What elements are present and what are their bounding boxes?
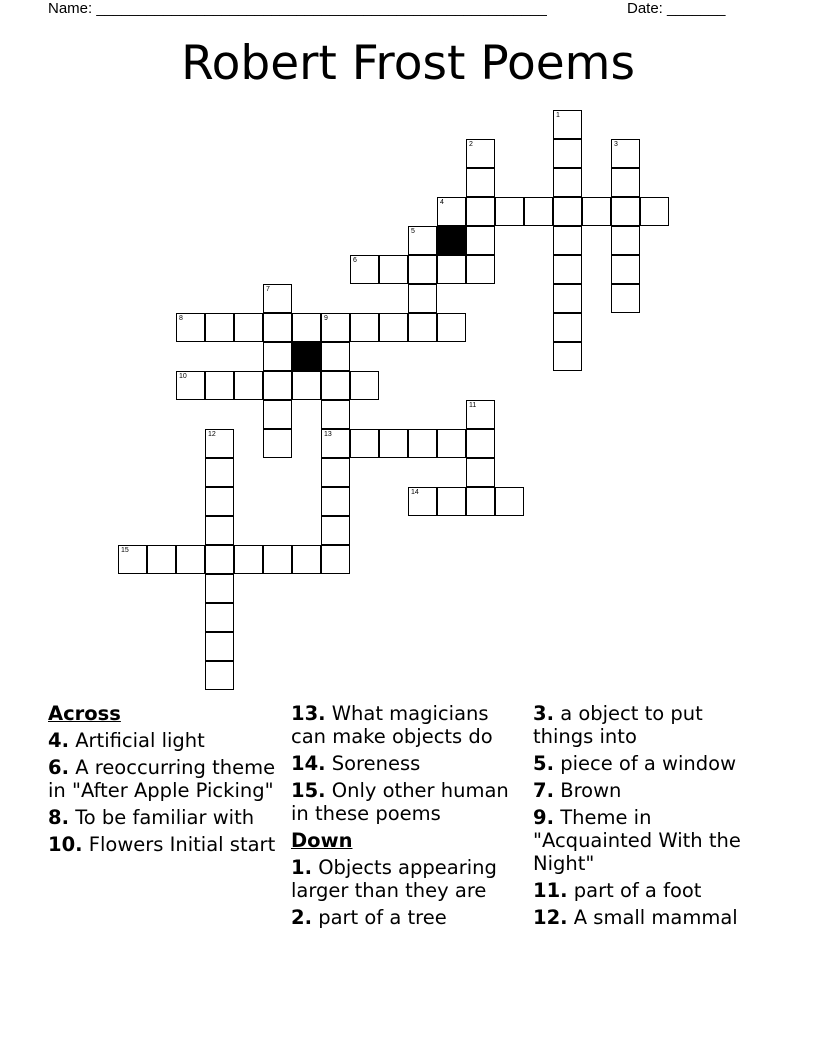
grid-cell[interactable]: [553, 226, 582, 255]
grid-cell[interactable]: [611, 226, 640, 255]
grid-cell[interactable]: [611, 139, 640, 168]
grid-cell[interactable]: [466, 139, 495, 168]
clue-text: part of a foot: [573, 879, 702, 902]
grid-cell[interactable]: [205, 313, 234, 342]
grid-cell[interactable]: [466, 458, 495, 487]
clue-down-11: [533, 879, 769, 902]
clue-text: Only other human in these poems: [291, 779, 509, 825]
clue-number-label: 11: [469, 402, 477, 409]
clue-number-label: 15: [121, 547, 129, 554]
grid-cell[interactable]: [263, 342, 292, 371]
clue-number-label: 2: [469, 141, 473, 148]
grid-cell[interactable]: [553, 255, 582, 284]
grid-cell[interactable]: [466, 197, 495, 226]
grid-cell[interactable]: [205, 458, 234, 487]
grid-cell[interactable]: [321, 545, 350, 574]
clue-number-label: 14: [411, 489, 419, 496]
clue-number-label: 5: [411, 228, 415, 235]
clue-across-14: [291, 752, 527, 775]
grid-cell[interactable]: [495, 197, 524, 226]
clue-number: 5.: [533, 752, 554, 775]
grid-cell[interactable]: [611, 197, 640, 226]
clue-number-label: 12: [208, 431, 216, 438]
grid-cell[interactable]: [321, 400, 350, 429]
grid-cell[interactable]: [611, 284, 640, 313]
clue-text: What magicians can make objects do: [291, 702, 493, 748]
clue-across-15: [291, 779, 527, 825]
clue-across-13: [291, 702, 527, 748]
clue-text: Brown: [560, 779, 622, 802]
grid-cell[interactable]: [205, 545, 234, 574]
grid-cell[interactable]: [263, 371, 292, 400]
clue-number: 4.: [48, 729, 69, 752]
grid-cell[interactable]: [147, 545, 176, 574]
grid-cell[interactable]: [553, 197, 582, 226]
grid-cell[interactable]: [263, 429, 292, 458]
clue-number-label: 7: [266, 286, 270, 293]
grid-cell[interactable]: [466, 255, 495, 284]
grid-cell[interactable]: [553, 110, 582, 139]
grid-cell[interactable]: [205, 574, 234, 603]
clue-number-label: 8: [179, 315, 183, 322]
grid-cell[interactable]: [466, 429, 495, 458]
grid-cell[interactable]: [205, 603, 234, 632]
clue-text: Theme in "Acquainted With the Night": [533, 806, 741, 875]
clues-column-1: [48, 702, 284, 860]
grid-cell[interactable]: [321, 313, 350, 342]
grid-cell[interactable]: [466, 400, 495, 429]
clue-text: piece of a window: [560, 752, 737, 775]
grid-cell[interactable]: [176, 545, 205, 574]
grid-cell[interactable]: [437, 429, 466, 458]
clue-text: A small mammal: [573, 906, 738, 929]
grid-cell[interactable]: [263, 545, 292, 574]
grid-cell[interactable]: [176, 313, 205, 342]
clue-text: part of a tree: [318, 906, 447, 929]
grid-cell[interactable]: [437, 313, 466, 342]
clues-column-2: [291, 702, 527, 933]
grid-cell[interactable]: [524, 197, 553, 226]
grid-black-cell: [292, 342, 321, 371]
clue-number-label: 3: [614, 141, 618, 148]
clue-text: Artificial light: [75, 729, 205, 752]
grid-cell[interactable]: [553, 168, 582, 197]
clue-number: 9.: [533, 806, 554, 829]
clue-number: 6.: [48, 756, 69, 779]
clue-text: a object to put things into: [533, 702, 703, 748]
grid-cell[interactable]: [408, 487, 437, 516]
clue-number: 13.: [291, 702, 326, 725]
grid-cell[interactable]: [321, 516, 350, 545]
grid-cell[interactable]: [553, 284, 582, 313]
grid-cell[interactable]: [321, 371, 350, 400]
grid-cell[interactable]: [321, 429, 350, 458]
page-title: Robert Frost Poems: [181, 36, 635, 91]
clue-across-4: [48, 729, 284, 752]
grid-cell[interactable]: [350, 313, 379, 342]
clue-down-5: [533, 752, 769, 775]
clue-number-label: 9: [324, 315, 328, 322]
grid-cell[interactable]: [553, 139, 582, 168]
grid-cell[interactable]: [292, 313, 321, 342]
date-field-label: Date: _______: [627, 0, 726, 17]
down-heading: Down: [291, 829, 353, 852]
clue-text: A reoccurring theme in "After Apple Picking": [48, 756, 276, 802]
grid-cell[interactable]: [205, 661, 234, 690]
clue-text: Objects appearing larger than they are: [291, 856, 497, 902]
grid-cell[interactable]: [408, 313, 437, 342]
grid-cell[interactable]: [611, 168, 640, 197]
clue-down-3: [533, 702, 769, 748]
grid-cell[interactable]: [205, 429, 234, 458]
clue-down-7: [533, 779, 769, 802]
grid-cell[interactable]: [176, 371, 205, 400]
grid-cell[interactable]: [408, 255, 437, 284]
grid-cell[interactable]: [205, 516, 234, 545]
clue-across-8: [48, 806, 284, 829]
grid-cell[interactable]: [292, 371, 321, 400]
grid-cell[interactable]: [350, 371, 379, 400]
grid-cell[interactable]: [263, 400, 292, 429]
clue-number: 15.: [291, 779, 326, 802]
clue-across-10: [48, 833, 284, 856]
grid-cell[interactable]: [437, 197, 466, 226]
clue-number-label: 1: [556, 112, 560, 119]
grid-cell[interactable]: [437, 255, 466, 284]
clues-column-3: [533, 702, 769, 933]
grid-cell[interactable]: [205, 632, 234, 661]
clue-number-label: 4: [440, 199, 444, 206]
grid-cell[interactable]: [205, 487, 234, 516]
grid-cell[interactable]: [582, 197, 611, 226]
clue-number: 3.: [533, 702, 554, 725]
grid-cell[interactable]: [118, 545, 147, 574]
clue-number: 12.: [533, 906, 568, 929]
grid-cell[interactable]: [408, 226, 437, 255]
grid-cell[interactable]: [263, 284, 292, 313]
grid-cell[interactable]: [466, 226, 495, 255]
clue-number: 2.: [291, 906, 312, 929]
clue-down-1: [291, 856, 527, 902]
clue-text: Flowers Initial start: [88, 833, 276, 856]
name-field-label: Name: ______________________________________________________: [48, 0, 547, 17]
grid-cell[interactable]: [437, 487, 466, 516]
grid-cell[interactable]: [495, 487, 524, 516]
grid-cell[interactable]: [350, 429, 379, 458]
clue-number: 1.: [291, 856, 312, 879]
grid-cell[interactable]: [408, 284, 437, 313]
grid-cell[interactable]: [466, 487, 495, 516]
clue-down-12: [533, 906, 769, 929]
grid-cell[interactable]: [205, 371, 234, 400]
grid-cell[interactable]: [321, 458, 350, 487]
clue-number: 11.: [533, 879, 568, 902]
clue-text: To be familiar with: [75, 806, 255, 829]
grid-cell[interactable]: [611, 255, 640, 284]
grid-cell[interactable]: [553, 342, 582, 371]
clue-number: 10.: [48, 833, 83, 856]
clue-number: 14.: [291, 752, 326, 775]
clue-across-6: [48, 756, 284, 802]
grid-cell[interactable]: [234, 371, 263, 400]
grid-cell[interactable]: [379, 313, 408, 342]
clue-number: 8.: [48, 806, 69, 829]
grid-cell[interactable]: [234, 545, 263, 574]
grid-cell[interactable]: [379, 429, 408, 458]
grid-cell[interactable]: [379, 255, 408, 284]
grid-cell[interactable]: [350, 255, 379, 284]
grid-cell[interactable]: [234, 313, 263, 342]
clue-down-9: [533, 806, 769, 875]
grid-black-cell: [437, 226, 466, 255]
clue-number-label: 10: [179, 373, 187, 380]
clue-number: 7.: [533, 779, 554, 802]
clue-number-label: 13: [324, 431, 332, 438]
grid-cell[interactable]: [466, 168, 495, 197]
across-heading: Across: [48, 702, 121, 725]
grid-cell[interactable]: [321, 487, 350, 516]
grid-cell[interactable]: [321, 342, 350, 371]
grid-cell[interactable]: [640, 197, 669, 226]
clue-text: Soreness: [331, 752, 421, 775]
grid-cell[interactable]: [553, 313, 582, 342]
grid-cell[interactable]: [263, 313, 292, 342]
clue-number-label: 6: [353, 257, 357, 264]
clue-down-2: [291, 906, 527, 929]
grid-cell[interactable]: [408, 429, 437, 458]
grid-cell[interactable]: [292, 545, 321, 574]
